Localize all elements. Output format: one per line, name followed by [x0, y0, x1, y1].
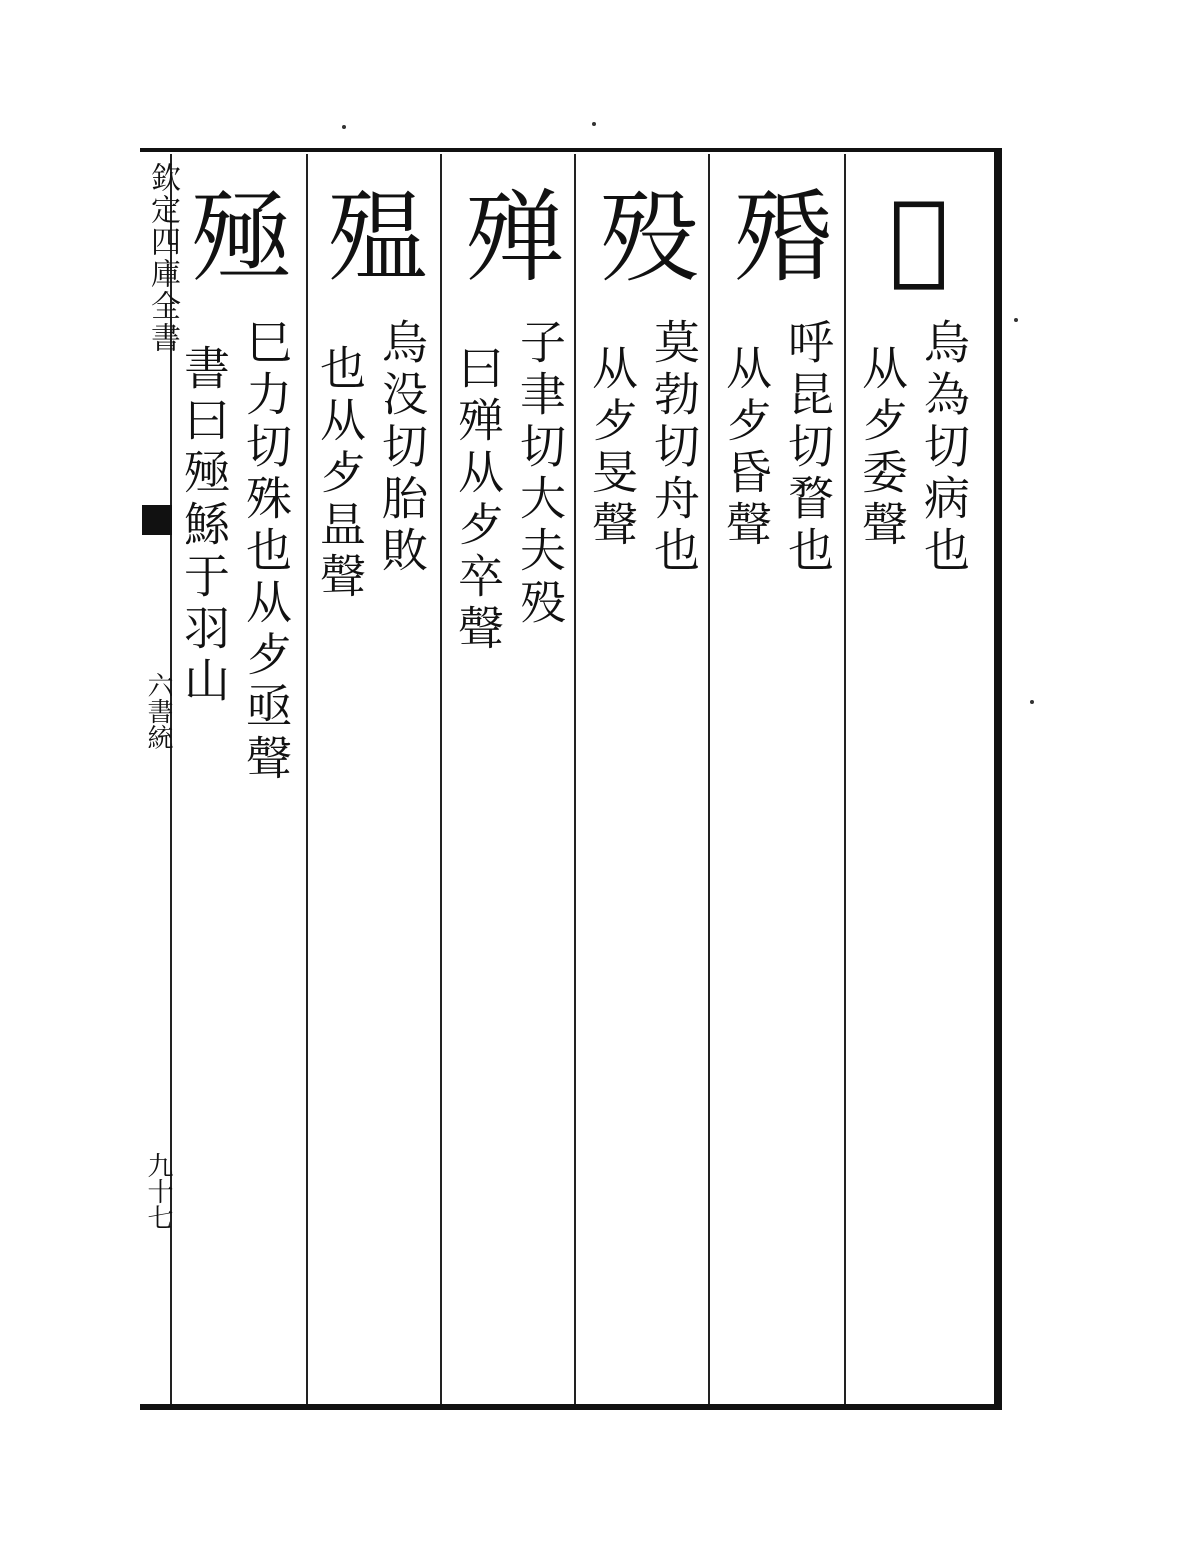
right-border [994, 148, 1002, 1410]
entry-gloss: 从歺昏聲 [719, 344, 773, 552]
top-border [140, 148, 1002, 152]
seal-character: 殙 [733, 179, 833, 296]
entry-gloss: 子聿切大夫殁 [513, 318, 567, 630]
entry-gloss: 烏没切胎敗 [375, 318, 429, 578]
collection-title: 欽定四庫全書 [145, 162, 180, 354]
book-title: 六書統 [143, 672, 173, 750]
ink-speck [1030, 700, 1034, 704]
entry-gloss: 曰殚从歺卒聲 [451, 344, 505, 656]
dictionary-entry [312, 168, 442, 1398]
ink-speck [342, 125, 346, 129]
seal-character: 殚 [465, 179, 565, 296]
entry-gloss: 莫勃切舟也 [647, 318, 701, 578]
entry-gloss: 書曰殛鯀于羽山 [177, 344, 231, 708]
dictionary-entry [176, 168, 306, 1398]
dictionary-entry [854, 168, 984, 1398]
seal-character: 殟 [327, 179, 427, 296]
page-frame [140, 148, 1002, 1410]
column-divider [306, 154, 308, 1404]
ink-speck [592, 122, 596, 126]
entry-gloss: 巳力切殊也从歺亟聲 [239, 318, 293, 786]
entry-gloss: 从歺旻聲 [585, 344, 639, 552]
entry-gloss: 呼昆切瞀也 [781, 318, 835, 578]
dictionary-entry [584, 168, 714, 1398]
ink-speck [1014, 318, 1018, 322]
entry-gloss: 也从歺昷聲 [313, 344, 367, 604]
dictionary-entry [718, 168, 848, 1398]
seal-character: 殛 [191, 179, 291, 296]
entry-gloss: 从歺委聲 [855, 344, 909, 552]
fishtail-mark [142, 505, 172, 535]
bottom-border [140, 1404, 1002, 1410]
entry-gloss: 烏為切病也 [917, 318, 971, 578]
seal-character: 殁 [599, 179, 699, 296]
page-margin [140, 152, 180, 1402]
seal-character: 𣧷 [888, 179, 949, 296]
dictionary-entry [450, 168, 580, 1398]
page-number: 九十七 [143, 1152, 173, 1230]
